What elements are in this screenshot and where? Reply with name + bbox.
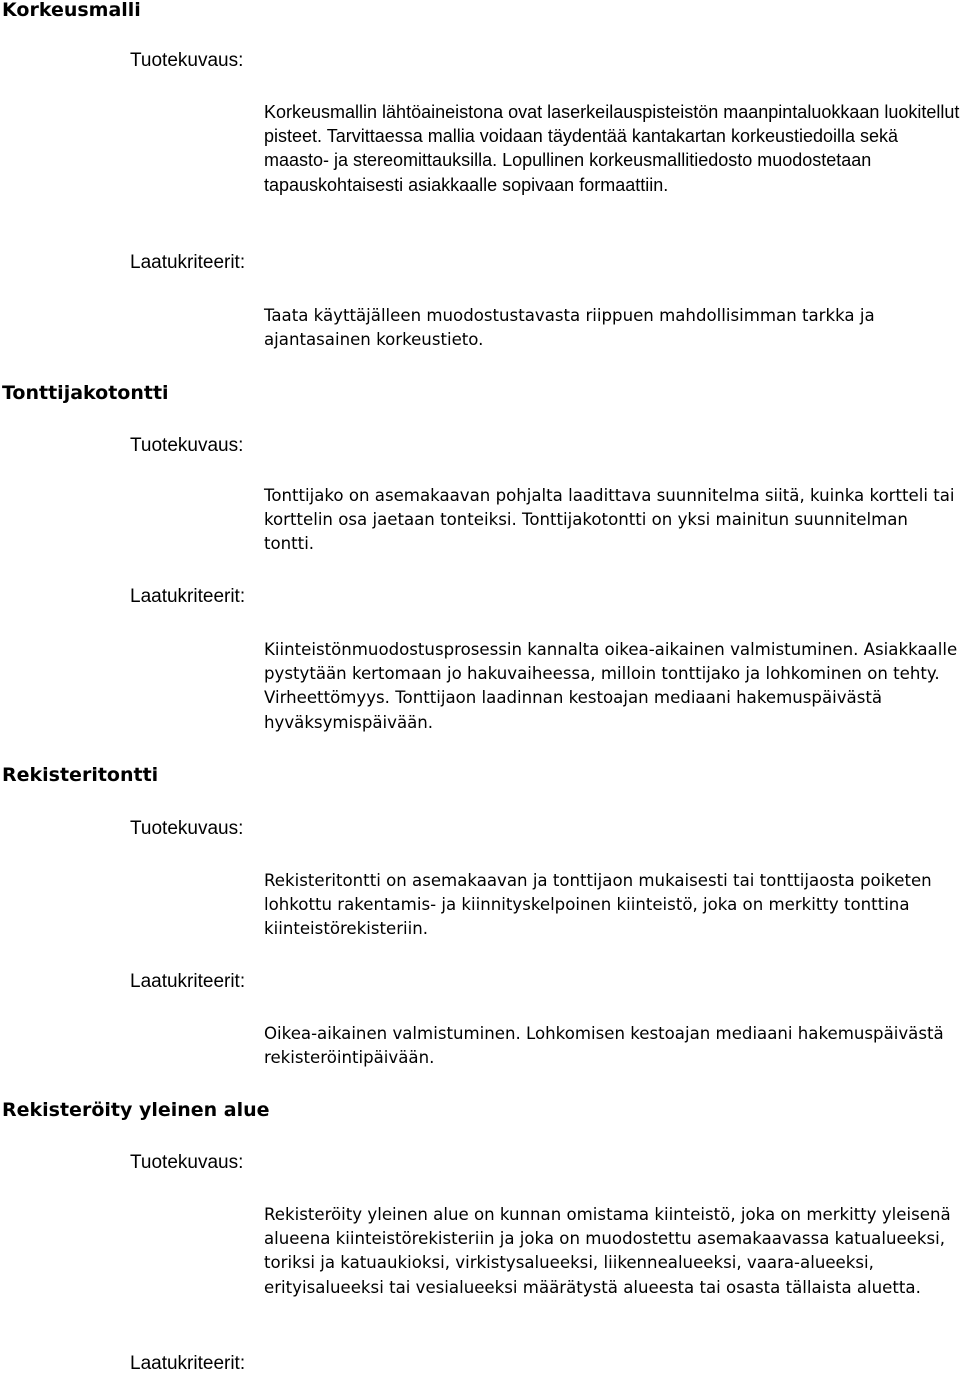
product-description-label: Tuotekuvaus: bbox=[130, 1152, 244, 1173]
product-description-text: Tonttijako on asemakaavan pohjalta laadittava suunnitelma siitä, kuinka kortteli tai korttelin osa jaetaan tonteiksi. Tonttijakotontti on yksi mainitun suunnitelman tontti. bbox=[264, 486, 955, 554]
section-title-korkeusmalli: Korkeusmalli bbox=[2, 0, 141, 21]
quality-criteria-text: Oikea-aikainen valmistuminen. Lohkomisen kestoajan mediaani hakemuspäivästä rekisteröintipäivään. bbox=[264, 1024, 944, 1068]
section-title-tonttijakotontti: Tonttijakotontti bbox=[2, 382, 169, 404]
quality-criteria-label: Laatukriteerit: bbox=[130, 586, 246, 607]
product-description-text: Rekisteritontti on asemakaavan ja tonttijaon mukaisesti tai tonttijaosta poiketen lohkottu rakentamis- ja kiinnityskelpoinen kiinteistö, joka on merkitty tonttina kiinteistörekisteriin. bbox=[264, 871, 932, 939]
section-title-rekisteroity-yleinen-alue: Rekisteröity yleinen alue bbox=[2, 1099, 270, 1121]
quality-criteria-text: Kiinteistönmuodostusprosessin kannalta oikea-aikainen valmistuminen. Asiakkaalle pystytään kertomaan jo hakuvaiheessa, milloin tonttijako ja lohkominen on tehty. Virheettömyys. Tonttijaon laadinnan kestoajan mediaani hakemuspäivästä hyväksymispäivään. bbox=[264, 640, 958, 732]
section-title-rekisteritontti: Rekisteritontti bbox=[2, 764, 159, 786]
quality-criteria-label: Laatukriteerit: bbox=[130, 971, 246, 992]
product-description-text: Korkeusmallin lähtöaineistona ovat laserkeilauspisteistön maanpintaluokkaan luokitellut pisteet. Tarvittaessa mallia voidaan täydentää kantakartan korkeustiedoilla sekä maasto- ja stereomittauksilla. Lopullinen korkeusmallitiedosto muodostetaan tapauskohtaisesti asiakkaalle sopivaan formaattiin. bbox=[264, 102, 960, 195]
product-description-text: Rekisteröity yleinen alue on kunnan omistama kiinteistö, joka on merkitty yleisenä alueena kiinteistörekisteriin ja joka on muodostettu asemakaavassa katualueeksi, toriksi ja katuaukioksi, virkistysalueeksi, liikennealueeksi, vaara-alueeksi, erityisalueeksi tai vesialueeksi määrätystä alueesta tai osasta tällaista aluetta. bbox=[264, 1205, 951, 1297]
quality-criteria-label: Laatukriteerit: bbox=[130, 1353, 246, 1374]
product-description-label: Tuotekuvaus: bbox=[130, 50, 244, 71]
quality-criteria-text: Taata käyttäjälleen muodostustavasta riippuen mahdollisimman tarkka ja ajantasainen korkeustieto. bbox=[264, 306, 875, 350]
product-description-label: Tuotekuvaus: bbox=[130, 818, 244, 839]
product-description-label: Tuotekuvaus: bbox=[130, 435, 244, 456]
quality-criteria-label: Laatukriteerit: bbox=[130, 252, 246, 273]
